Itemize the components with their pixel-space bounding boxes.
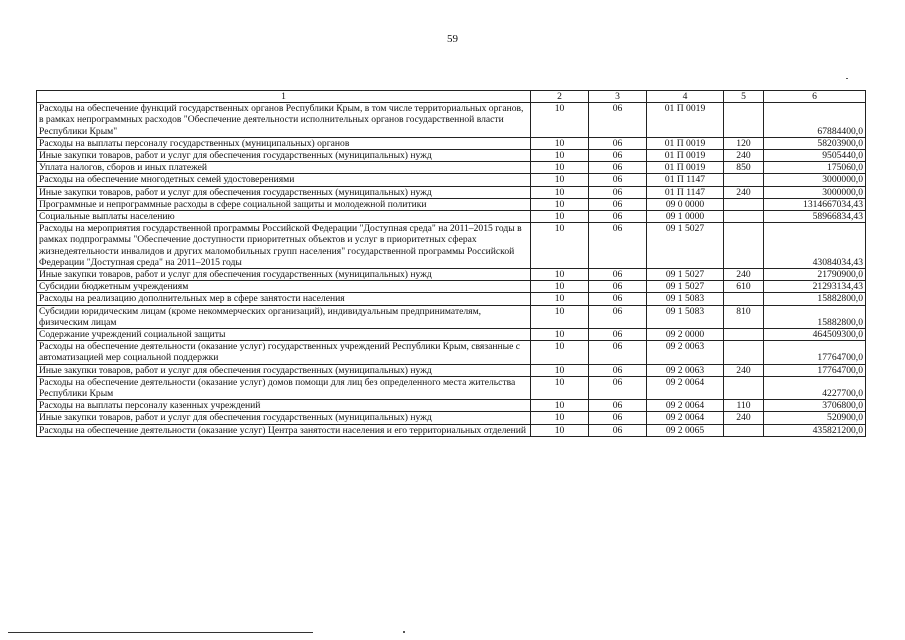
- row-subsection: 06: [589, 211, 647, 223]
- row-target-code: 09 2 0063: [647, 341, 724, 364]
- row-subsection: 06: [589, 223, 647, 269]
- budget-table-container: [36, 90, 865, 437]
- row-name: Иные закупки товаров, работ и услуг для обеспечения государственных (муниципальных) нужд: [37, 150, 531, 162]
- row-name: Расходы на выплаты персоналу государственных (муниципальных) органов: [37, 137, 531, 149]
- row-section: 10: [531, 329, 589, 341]
- footer-rule: [8, 632, 313, 633]
- row-name: Иные закупки товаров, работ и услуг для обеспечения государственных (муниципальных) нужд: [37, 364, 531, 376]
- row-name: Расходы на выплаты персоналу казенных учреждений: [37, 400, 531, 412]
- row-subsection: 06: [589, 174, 647, 186]
- table-row: [37, 162, 866, 174]
- row-name: Расходы на обеспечение деятельности (оказание услуг) государственных учреждений Республики Крым, связанные с автоматизацией мер социальной поддержки: [37, 341, 531, 364]
- table-row: [37, 186, 866, 198]
- row-amount: 58203900,0: [764, 137, 866, 149]
- table-row: [37, 341, 866, 364]
- row-name: Расходы на обеспечение деятельности (оказание услуг) Центра занятости населения и его территориальных отделений: [37, 424, 531, 436]
- table-row: [37, 174, 866, 186]
- table-row: [37, 305, 866, 328]
- row-section: 10: [531, 364, 589, 376]
- row-amount: 21790900,0: [764, 269, 866, 281]
- row-section: 10: [531, 376, 589, 399]
- row-subsection: 06: [589, 364, 647, 376]
- row-expense-type: [724, 223, 764, 269]
- row-amount: 9505440,0: [764, 150, 866, 162]
- row-name: Расходы на обеспечение функций государственных органов Республики Крым, в том числе территориальных органов, в рамках непрограммных расходов "Обеспечение деятельности исполнительных органов государственной власти Республики Крым": [37, 103, 531, 138]
- row-subsection: 06: [589, 305, 647, 328]
- header-col-5: 5: [724, 91, 764, 103]
- row-subsection: 06: [589, 341, 647, 364]
- row-section: 10: [531, 198, 589, 210]
- row-expense-type: [724, 341, 764, 364]
- table-row: [37, 150, 866, 162]
- row-target-code: 01 П 0019: [647, 137, 724, 149]
- row-target-code: 09 0 0000: [647, 198, 724, 210]
- row-amount: 435821200,0: [764, 424, 866, 436]
- row-target-code: 01 П 0019: [647, 103, 724, 138]
- row-section: 10: [531, 223, 589, 269]
- table-row: [37, 137, 866, 149]
- row-expense-type: [724, 293, 764, 305]
- row-section: 10: [531, 174, 589, 186]
- row-expense-type: [724, 211, 764, 223]
- row-amount: 67884400,0: [764, 103, 866, 138]
- row-target-code: 09 2 0065: [647, 424, 724, 436]
- row-expense-type: 240: [724, 412, 764, 424]
- table-row: [37, 364, 866, 376]
- row-expense-type: [724, 198, 764, 210]
- table-row: [37, 103, 866, 138]
- row-section: 10: [531, 341, 589, 364]
- row-section: 10: [531, 103, 589, 138]
- row-name: Социальные выплаты населению: [37, 211, 531, 223]
- row-target-code: 09 1 5027: [647, 281, 724, 293]
- row-amount: 3706800,0: [764, 400, 866, 412]
- row-amount: 3000000,0: [764, 186, 866, 198]
- row-section: 10: [531, 281, 589, 293]
- row-amount: 17764700,0: [764, 341, 866, 364]
- row-section: 10: [531, 400, 589, 412]
- row-amount: 3000000,0: [764, 174, 866, 186]
- row-expense-type: 240: [724, 150, 764, 162]
- header-col-1: 1: [37, 91, 531, 103]
- row-subsection: 06: [589, 293, 647, 305]
- row-amount: 4227700,0: [764, 376, 866, 399]
- row-target-code: 01 П 1147: [647, 174, 724, 186]
- row-expense-type: 120: [724, 137, 764, 149]
- row-subsection: 06: [589, 137, 647, 149]
- row-subsection: 06: [589, 400, 647, 412]
- row-target-code: 09 1 5027: [647, 269, 724, 281]
- row-section: 10: [531, 150, 589, 162]
- row-section: 10: [531, 162, 589, 174]
- row-name: Иные закупки товаров, работ и услуг для обеспечения государственных (муниципальных) нужд: [37, 269, 531, 281]
- row-expense-type: [724, 329, 764, 341]
- row-amount: 15882800,0: [764, 305, 866, 328]
- row-section: 10: [531, 211, 589, 223]
- row-target-code: 09 1 5083: [647, 305, 724, 328]
- row-section: 10: [531, 137, 589, 149]
- budget-table: [36, 90, 866, 437]
- row-subsection: 06: [589, 281, 647, 293]
- row-name: Субсидии юридическим лицам (кроме некоммерческих организаций), индивидуальным предпринимателям, физическим лицам: [37, 305, 531, 328]
- row-target-code: 09 1 0000: [647, 211, 724, 223]
- row-amount: 15882800,0: [764, 293, 866, 305]
- row-amount: 1314667034,43: [764, 198, 866, 210]
- row-amount: 175060,0: [764, 162, 866, 174]
- table-row: [37, 293, 866, 305]
- table-row: [37, 269, 866, 281]
- row-target-code: 09 1 5027: [647, 223, 724, 269]
- row-subsection: 06: [589, 198, 647, 210]
- header-col-6: 6: [764, 91, 866, 103]
- row-expense-type: [724, 424, 764, 436]
- row-target-code: 09 2 0064: [647, 400, 724, 412]
- table-row: [37, 376, 866, 399]
- table-row: [37, 198, 866, 210]
- row-expense-type: [724, 376, 764, 399]
- table-row: [37, 329, 866, 341]
- row-subsection: 06: [589, 412, 647, 424]
- row-expense-type: [724, 174, 764, 186]
- row-expense-type: 240: [724, 269, 764, 281]
- row-amount: 58966834,43: [764, 211, 866, 223]
- row-name: Уплата налогов, сборов и иных платежей: [37, 162, 531, 174]
- row-subsection: 06: [589, 329, 647, 341]
- row-amount: 520900,0: [764, 412, 866, 424]
- row-section: 10: [531, 269, 589, 281]
- header-col-2: 2: [531, 91, 589, 103]
- row-target-code: 01 П 0019: [647, 162, 724, 174]
- row-section: 10: [531, 305, 589, 328]
- scan-speck: [403, 631, 405, 633]
- row-subsection: 06: [589, 424, 647, 436]
- row-subsection: 06: [589, 150, 647, 162]
- row-target-code: 01 П 1147: [647, 186, 724, 198]
- row-target-code: 09 1 5083: [647, 293, 724, 305]
- row-amount: 17764700,0: [764, 364, 866, 376]
- row-expense-type: [724, 103, 764, 138]
- table-row: [37, 424, 866, 436]
- row-expense-type: 850: [724, 162, 764, 174]
- row-name: Расходы на обеспечение многодетных семей удостоверениями: [37, 174, 531, 186]
- row-subsection: 06: [589, 186, 647, 198]
- row-name: Иные закупки товаров, работ и услуг для обеспечения государственных (муниципальных) нужд: [37, 412, 531, 424]
- table-row: [37, 400, 866, 412]
- table-row: [37, 281, 866, 293]
- row-expense-type: 810: [724, 305, 764, 328]
- table-row: [37, 211, 866, 223]
- row-subsection: 06: [589, 269, 647, 281]
- row-target-code: 09 2 0000: [647, 329, 724, 341]
- row-name: Программные и непрограммные расходы в сфере социальной защиты и молодежной политики: [37, 198, 531, 210]
- row-name: Расходы на реализацию дополнительных мер в сфере занятости населения: [37, 293, 531, 305]
- row-section: 10: [531, 293, 589, 305]
- row-target-code: 09 2 0064: [647, 412, 724, 424]
- row-name: Содержание учреждений социальной защиты: [37, 329, 531, 341]
- row-name: Расходы на мероприятия государственной программы Российской Федерации "Доступная среда" на 2011–2015 годы в рамках подпрограммы "Обеспечение доступности приоритетных объектов и услуг в приоритетных сферах жизнедеятельности инвалидов и других маломобильных групп населения" государственной программы Российской Федерации "Доступная среда" на 2011–2015 годы: [37, 223, 531, 269]
- table-row: [37, 223, 866, 269]
- page-number: 59: [447, 33, 458, 45]
- row-section: 10: [531, 412, 589, 424]
- row-amount: 464509300,0: [764, 329, 866, 341]
- row-target-code: 01 П 0019: [647, 150, 724, 162]
- row-name: Расходы на обеспечение деятельности (оказание услуг) домов помощи для лиц без определенного места жительства Республики Крым: [37, 376, 531, 399]
- header-row: [37, 91, 866, 103]
- header-col-4: 4: [647, 91, 724, 103]
- row-amount: 21293134,43: [764, 281, 866, 293]
- row-expense-type: 240: [724, 364, 764, 376]
- row-name: Иные закупки товаров, работ и услуг для обеспечения государственных (муниципальных) нужд: [37, 186, 531, 198]
- row-subsection: 06: [589, 103, 647, 138]
- row-subsection: 06: [589, 162, 647, 174]
- row-name: Субсидии бюджетным учреждениям: [37, 281, 531, 293]
- row-target-code: 09 2 0064: [647, 376, 724, 399]
- row-expense-type: 240: [724, 186, 764, 198]
- row-amount: 43084034,43: [764, 223, 866, 269]
- row-expense-type: 110: [724, 400, 764, 412]
- row-section: 10: [531, 186, 589, 198]
- row-target-code: 09 2 0063: [647, 364, 724, 376]
- table-row: [37, 412, 866, 424]
- row-expense-type: 610: [724, 281, 764, 293]
- header-col-3: 3: [589, 91, 647, 103]
- row-section: 10: [531, 424, 589, 436]
- row-subsection: 06: [589, 376, 647, 399]
- scan-mark: [846, 78, 848, 79]
